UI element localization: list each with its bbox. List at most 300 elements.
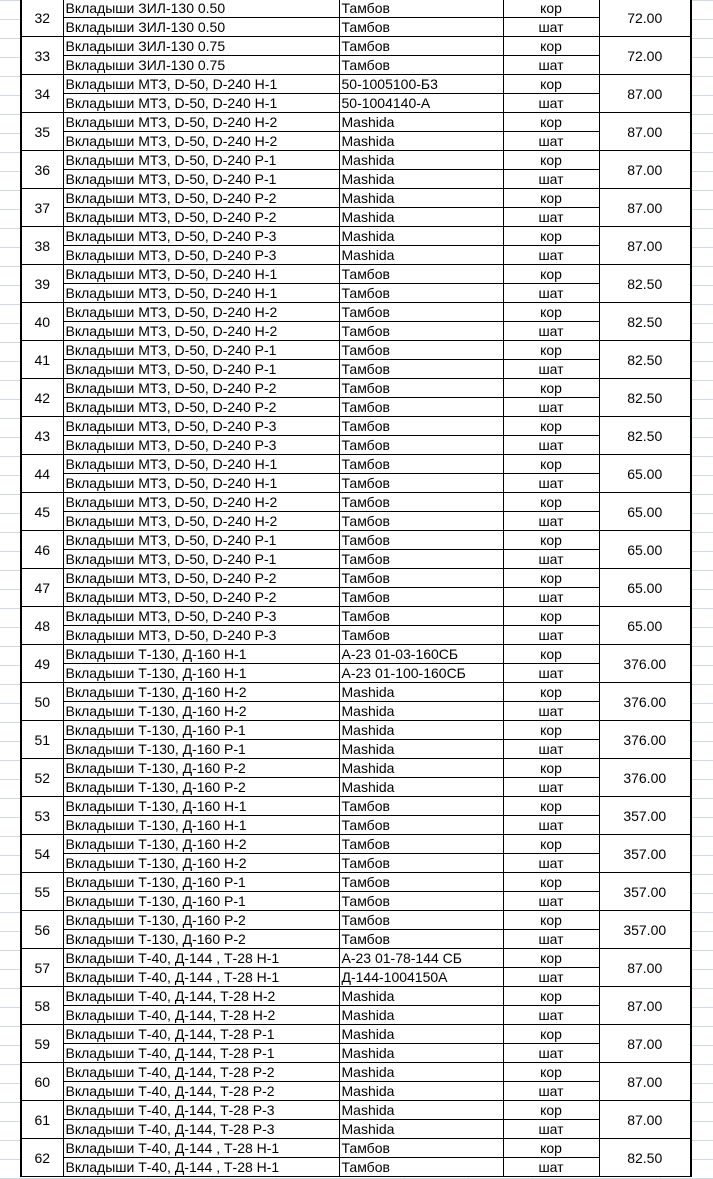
price-cell[interactable]: 65.00 — [599, 607, 691, 645]
manufacturer-cell[interactable]: Тамбов — [339, 265, 503, 284]
bearing-type-cell[interactable]: шат — [503, 702, 599, 721]
table-row — [21, 797, 691, 816]
manufacturer-cell[interactable]: Тамбов — [339, 626, 503, 645]
price-cell[interactable]: 72.00 — [599, 0, 691, 37]
bearing-type-cell[interactable]: шат — [503, 132, 599, 151]
part-name-cell[interactable]: Вкладыши Т-40, Д-144 , Т-28 Н-1 — [63, 1139, 339, 1158]
price-list-table — [20, 0, 692, 1177]
manufacturer-cell[interactable]: А-23 01-100-160СБ — [339, 664, 503, 683]
manufacturer-cell[interactable]: Тамбов — [339, 569, 503, 588]
item-number-cell[interactable]: 60 — [21, 1063, 63, 1101]
bearing-type-cell[interactable]: шат — [503, 664, 599, 683]
part-name-cell[interactable]: Вкладыши Т-40, Д-144, Т-28 Н-2 — [63, 1006, 339, 1025]
manufacturer-cell[interactable]: Тамбов — [339, 531, 503, 550]
bearing-type-cell[interactable]: кор — [503, 531, 599, 550]
manufacturer-cell[interactable]: Mashida — [339, 1044, 503, 1063]
part-name-cell[interactable]: Вкладыши Т-40, Д-144 , Т-28 Н-1 — [63, 968, 339, 987]
item-number-cell[interactable]: 42 — [21, 379, 63, 417]
table-row — [21, 1082, 691, 1101]
manufacturer-cell[interactable]: Тамбов — [339, 816, 503, 835]
part-name-cell[interactable]: Вкладыши Т-40, Д-144, Т-28 Р-2 — [63, 1082, 339, 1101]
bearing-type-cell[interactable]: кор — [503, 911, 599, 930]
bearing-type-cell[interactable]: кор — [503, 683, 599, 702]
bearing-type-cell[interactable]: кор — [503, 835, 599, 854]
part-name-cell[interactable]: Вкладыши Т-130, Д-160 Н-2 — [63, 683, 339, 702]
part-name-cell[interactable]: Вкладыши Т-130, Д-160 Р-1 — [63, 721, 339, 740]
table-row — [21, 607, 691, 626]
item-number-cell[interactable]: 37 — [21, 189, 63, 227]
table-row — [21, 645, 691, 664]
item-number-cell[interactable]: 36 — [21, 151, 63, 189]
table-row — [21, 474, 691, 493]
part-name-cell[interactable]: Вкладыши МТЗ, D-50, D-240 Р-3 — [63, 227, 339, 246]
table-row — [21, 778, 691, 797]
table-row — [21, 873, 691, 892]
part-name-cell[interactable]: Вкладыши ЗИЛ-130 0.50 — [63, 18, 339, 37]
bearing-type-cell[interactable]: кор — [503, 189, 599, 208]
item-number-cell[interactable]: 38 — [21, 227, 63, 265]
manufacturer-cell[interactable]: 50-1004140-А — [339, 94, 503, 113]
manufacturer-cell[interactable]: Тамбов — [339, 18, 503, 37]
part-name-cell[interactable]: Вкладыши Т-130, Д-160 Р-1 — [63, 892, 339, 911]
table-row — [21, 531, 691, 550]
manufacturer-cell[interactable]: Mashida — [339, 1082, 503, 1101]
bearing-type-cell[interactable]: шат — [503, 284, 599, 303]
table-row — [21, 892, 691, 911]
part-name-cell[interactable]: Вкладыши Т-130, Д-160 Р-1 — [63, 740, 339, 759]
bearing-type-cell[interactable]: кор — [503, 987, 599, 1006]
bearing-type-cell[interactable]: кор — [503, 113, 599, 132]
table-row — [21, 493, 691, 512]
bearing-type-cell[interactable]: шат — [503, 56, 599, 75]
manufacturer-cell[interactable]: А-23 01-78-144 СБ — [339, 949, 503, 968]
table-row — [21, 1044, 691, 1063]
bearing-type-cell[interactable]: кор — [503, 949, 599, 968]
part-name-cell[interactable]: Вкладыши Т-40, Д-144, Т-28 Р-1 — [63, 1025, 339, 1044]
part-name-cell[interactable]: Вкладыши Т-40, Д-144, Т-28 Р-2 — [63, 1063, 339, 1082]
bearing-type-cell[interactable]: кор — [503, 1139, 599, 1158]
item-number-cell[interactable]: 48 — [21, 607, 63, 645]
bearing-type-cell[interactable]: шат — [503, 816, 599, 835]
bearing-type-cell[interactable]: кор — [503, 721, 599, 740]
manufacturer-cell[interactable]: А-23 01-03-160СБ — [339, 645, 503, 664]
item-number-cell[interactable]: 46 — [21, 531, 63, 569]
part-name-cell[interactable]: Вкладыши МТЗ, D-50, D-240 Р-1 — [63, 360, 339, 379]
bearing-type-cell[interactable]: кор — [503, 873, 599, 892]
manufacturer-cell[interactable]: Mashida — [339, 1101, 503, 1120]
price-cell[interactable]: 87.00 — [599, 949, 691, 987]
item-number-cell[interactable]: 44 — [21, 455, 63, 493]
manufacturer-cell[interactable]: Тамбов — [339, 37, 503, 56]
bearing-type-cell[interactable]: кор — [503, 759, 599, 778]
bearing-type-cell[interactable]: кор — [503, 227, 599, 246]
part-name-cell[interactable]: Вкладыши МТЗ, D-50, D-240 Н-1 — [63, 474, 339, 493]
part-name-cell[interactable]: Вкладыши МТЗ, D-50, D-240 Р-3 — [63, 436, 339, 455]
table-row — [21, 132, 691, 151]
part-name-cell[interactable]: Вкладыши МТЗ, D-50, D-240 Р-2 — [63, 398, 339, 417]
item-number-cell[interactable]: 57 — [21, 949, 63, 987]
bearing-type-cell[interactable]: шат — [503, 1082, 599, 1101]
part-name-cell[interactable]: Вкладыши Т-130, Д-160 Р-2 — [63, 778, 339, 797]
manufacturer-cell[interactable]: Тамбов — [339, 835, 503, 854]
bearing-type-cell[interactable]: шат — [503, 246, 599, 265]
bearing-type-cell[interactable]: кор — [503, 151, 599, 170]
part-name-cell[interactable]: Вкладыши МТЗ, D-50, D-240 Р-3 — [63, 417, 339, 436]
table-row — [21, 151, 691, 170]
table-row — [21, 265, 691, 284]
table-row — [21, 588, 691, 607]
manufacturer-cell[interactable]: Тамбов — [339, 284, 503, 303]
bearing-type-cell[interactable]: кор — [503, 1063, 599, 1082]
bearing-type-cell[interactable]: шат — [503, 360, 599, 379]
part-name-cell[interactable]: Вкладыши МТЗ, D-50, D-240 Р-1 — [63, 550, 339, 569]
manufacturer-cell[interactable]: Тамбов — [339, 379, 503, 398]
item-number-cell[interactable]: 34 — [21, 75, 63, 113]
part-name-cell[interactable]: Вкладыши ЗИЛ-130 0.75 — [63, 56, 339, 75]
part-name-cell[interactable]: Вкладыши МТЗ, D-50, D-240 Н-1 — [63, 265, 339, 284]
table-row — [21, 911, 691, 930]
bearing-type-cell[interactable]: шат — [503, 740, 599, 759]
part-name-cell[interactable]: Вкладыши Т-130, Д-160 Р-1 — [63, 873, 339, 892]
table-row — [21, 322, 691, 341]
table-row — [21, 721, 691, 740]
manufacturer-cell[interactable]: Тамбов — [339, 455, 503, 474]
manufacturer-cell[interactable]: Тамбов — [339, 854, 503, 873]
part-name-cell[interactable]: Вкладыши МТЗ, D-50, D-240 Н-2 — [63, 303, 339, 322]
manufacturer-cell[interactable]: Тамбов — [339, 1158, 503, 1177]
table-row — [21, 569, 691, 588]
part-name-cell[interactable]: Вкладыши Т-130, Д-160 Н-2 — [63, 702, 339, 721]
manufacturer-cell[interactable]: Mashida — [339, 151, 503, 170]
price-cell[interactable]: 376.00 — [599, 683, 691, 721]
bearing-type-cell[interactable]: шат — [503, 1044, 599, 1063]
table-row — [21, 1006, 691, 1025]
table-row — [21, 626, 691, 645]
price-cell[interactable]: 65.00 — [599, 493, 691, 531]
bearing-type-cell[interactable]: шат — [503, 436, 599, 455]
table-row — [21, 18, 691, 37]
price-cell[interactable]: 65.00 — [599, 531, 691, 569]
price-cell[interactable]: 82.50 — [599, 303, 691, 341]
part-name-cell[interactable]: Вкладыши МТЗ, D-50, D-240 Н-2 — [63, 322, 339, 341]
part-name-cell[interactable]: Вкладыши Т-130, Д-160 Р-2 — [63, 759, 339, 778]
part-name-cell[interactable]: Вкладыши МТЗ, D-50, D-240 Р-2 — [63, 189, 339, 208]
manufacturer-cell[interactable]: Mashida — [339, 740, 503, 759]
price-cell[interactable]: 82.50 — [599, 1139, 691, 1177]
manufacturer-cell[interactable]: Mashida — [339, 683, 503, 702]
part-name-cell[interactable]: Вкладыши МТЗ, D-50, D-240 Р-3 — [63, 626, 339, 645]
manufacturer-cell[interactable]: Тамбов — [339, 322, 503, 341]
price-cell[interactable]: 376.00 — [599, 645, 691, 683]
bearing-type-cell[interactable]: шат — [503, 170, 599, 189]
price-cell[interactable]: 357.00 — [599, 911, 691, 949]
price-cell[interactable]: 376.00 — [599, 721, 691, 759]
table-row — [21, 740, 691, 759]
bearing-type-cell[interactable]: шат — [503, 892, 599, 911]
table-row — [21, 341, 691, 360]
manufacturer-cell[interactable]: Mashida — [339, 113, 503, 132]
item-number-cell[interactable]: 45 — [21, 493, 63, 531]
manufacturer-cell[interactable]: Mashida — [339, 246, 503, 265]
bearing-type-cell[interactable]: кор — [503, 0, 599, 18]
item-number-cell[interactable]: 47 — [21, 569, 63, 607]
bearing-type-cell[interactable]: шат — [503, 968, 599, 987]
item-number-cell[interactable]: 49 — [21, 645, 63, 683]
part-name-cell[interactable]: Вкладыши Т-130, Д-160 Н-2 — [63, 854, 339, 873]
part-name-cell[interactable]: Вкладыши Т-40, Д-144, Т-28 Н-2 — [63, 987, 339, 1006]
manufacturer-cell[interactable]: Mashida — [339, 1025, 503, 1044]
bearing-type-cell[interactable]: кор — [503, 341, 599, 360]
price-cell[interactable]: 87.00 — [599, 987, 691, 1025]
part-name-cell[interactable]: Вкладыши Т-40, Д-144, Т-28 Р-3 — [63, 1101, 339, 1120]
price-cell[interactable]: 72.00 — [599, 37, 691, 75]
item-number-cell[interactable]: 59 — [21, 1025, 63, 1063]
manufacturer-cell[interactable]: Mashida — [339, 702, 503, 721]
manufacturer-cell[interactable]: Тамбов — [339, 550, 503, 569]
part-name-cell[interactable]: Вкладыши МТЗ, D-50, D-240 Р-3 — [63, 607, 339, 626]
table-row — [21, 189, 691, 208]
manufacturer-cell[interactable]: Mashida — [339, 987, 503, 1006]
manufacturer-cell[interactable]: Тамбов — [339, 930, 503, 949]
bearing-type-cell[interactable]: кор — [503, 379, 599, 398]
part-name-cell[interactable]: Вкладыши МТЗ, D-50, D-240 Н-1 — [63, 455, 339, 474]
table-row — [21, 417, 691, 436]
part-name-cell[interactable]: Вкладыши МТЗ, D-50, D-240 Р-1 — [63, 341, 339, 360]
part-name-cell[interactable]: Вкладыши МТЗ, D-50, D-240 Н-2 — [63, 113, 339, 132]
item-number-cell[interactable]: 33 — [21, 37, 63, 75]
manufacturer-cell[interactable]: Тамбов — [339, 1139, 503, 1158]
item-number-cell[interactable]: 52 — [21, 759, 63, 797]
item-number-cell[interactable]: 55 — [21, 873, 63, 911]
bearing-type-cell[interactable]: шат — [503, 18, 599, 37]
table-row — [21, 455, 691, 474]
bearing-type-cell[interactable]: кор — [503, 1101, 599, 1120]
price-cell[interactable]: 65.00 — [599, 455, 691, 493]
part-name-cell[interactable]: Вкладыши МТЗ, D-50, D-240 Н-2 — [63, 512, 339, 531]
part-name-cell[interactable]: Вкладыши МТЗ, D-50, D-240 Р-3 — [63, 246, 339, 265]
part-name-cell[interactable]: Вкладыши Т-130, Д-160 Н-1 — [63, 797, 339, 816]
table-row — [21, 550, 691, 569]
price-cell[interactable]: 376.00 — [599, 759, 691, 797]
manufacturer-cell[interactable]: Тамбов — [339, 341, 503, 360]
bearing-type-cell[interactable]: шат — [503, 1120, 599, 1139]
manufacturer-cell[interactable]: Тамбов — [339, 892, 503, 911]
manufacturer-cell[interactable]: Тамбов — [339, 398, 503, 417]
price-cell[interactable]: 87.00 — [599, 113, 691, 151]
manufacturer-cell[interactable]: Mashida — [339, 721, 503, 740]
manufacturer-cell[interactable]: Тамбов — [339, 911, 503, 930]
table-row — [21, 987, 691, 1006]
bearing-type-cell[interactable]: шат — [503, 94, 599, 113]
price-cell[interactable]: 357.00 — [599, 873, 691, 911]
table-row — [21, 816, 691, 835]
table-row — [21, 759, 691, 778]
part-name-cell[interactable]: Вкладыши Т-130, Д-160 Р-2 — [63, 930, 339, 949]
bearing-type-cell[interactable]: шат — [503, 208, 599, 227]
table-row — [21, 379, 691, 398]
manufacturer-cell[interactable]: Тамбов — [339, 0, 503, 18]
price-cell[interactable]: 357.00 — [599, 835, 691, 873]
table-row — [21, 949, 691, 968]
bearing-type-cell[interactable]: шат — [503, 398, 599, 417]
manufacturer-cell[interactable]: Д-144-1004150А — [339, 968, 503, 987]
price-cell[interactable]: 87.00 — [599, 1063, 691, 1101]
item-number-cell[interactable]: 32 — [21, 0, 63, 37]
bearing-type-cell[interactable]: кор — [503, 1025, 599, 1044]
bearing-type-cell[interactable]: кор — [503, 75, 599, 94]
manufacturer-cell[interactable]: Mashida — [339, 208, 503, 227]
item-number-cell[interactable]: 54 — [21, 835, 63, 873]
bearing-type-cell[interactable]: кор — [503, 265, 599, 284]
bearing-type-cell[interactable]: шат — [503, 930, 599, 949]
part-name-cell[interactable]: Вкладыши Т-40, Д-144 , Т-28 Н-1 — [63, 949, 339, 968]
manufacturer-cell[interactable]: Mashida — [339, 132, 503, 151]
price-cell[interactable]: 87.00 — [599, 227, 691, 265]
bearing-type-cell[interactable]: шат — [503, 1006, 599, 1025]
item-number-cell[interactable]: 43 — [21, 417, 63, 455]
table-row — [21, 303, 691, 322]
manufacturer-cell[interactable]: Тамбов — [339, 588, 503, 607]
manufacturer-cell[interactable]: Mashida — [339, 1006, 503, 1025]
manufacturer-cell[interactable]: Тамбов — [339, 474, 503, 493]
price-cell[interactable]: 82.50 — [599, 379, 691, 417]
bearing-type-cell[interactable]: кор — [503, 569, 599, 588]
table-row — [21, 1025, 691, 1044]
part-name-cell[interactable]: Вкладыши МТЗ, D-50, D-240 Н-2 — [63, 493, 339, 512]
part-name-cell[interactable]: Вкладыши МТЗ, D-50, D-240 Н-1 — [63, 75, 339, 94]
bearing-type-cell[interactable]: кор — [503, 797, 599, 816]
item-number-cell[interactable]: 40 — [21, 303, 63, 341]
manufacturer-cell[interactable]: Тамбов — [339, 303, 503, 322]
price-cell[interactable]: 87.00 — [599, 1101, 691, 1139]
part-name-cell[interactable]: Вкладыши МТЗ, D-50, D-240 Р-2 — [63, 379, 339, 398]
manufacturer-cell[interactable]: Mashida — [339, 1120, 503, 1139]
table-row — [21, 284, 691, 303]
manufacturer-cell[interactable]: Тамбов — [339, 873, 503, 892]
table-row — [21, 37, 691, 56]
manufacturer-cell[interactable]: Mashida — [339, 170, 503, 189]
price-cell[interactable]: 87.00 — [599, 75, 691, 113]
part-name-cell[interactable]: Вкладыши МТЗ, D-50, D-240 Р-1 — [63, 531, 339, 550]
table-row — [21, 113, 691, 132]
table-row — [21, 360, 691, 379]
table-row — [21, 835, 691, 854]
manufacturer-cell[interactable]: Тамбов — [339, 360, 503, 379]
part-name-cell[interactable]: Вкладыши Т-130, Д-160 Н-1 — [63, 664, 339, 683]
bearing-type-cell[interactable]: шат — [503, 550, 599, 569]
bearing-type-cell[interactable]: шат — [503, 322, 599, 341]
price-cell[interactable]: 82.50 — [599, 265, 691, 303]
bearing-type-cell[interactable]: кор — [503, 455, 599, 474]
table-row — [21, 170, 691, 189]
table-row — [21, 398, 691, 417]
part-name-cell[interactable]: Вкладыши Т-40, Д-144, Т-28 Р-1 — [63, 1044, 339, 1063]
manufacturer-cell[interactable]: Тамбов — [339, 417, 503, 436]
bearing-type-cell[interactable]: кор — [503, 303, 599, 322]
part-name-cell[interactable]: Вкладыши Т-130, Д-160 Н-1 — [63, 816, 339, 835]
item-number-cell[interactable]: 41 — [21, 341, 63, 379]
item-number-cell[interactable]: 61 — [21, 1101, 63, 1139]
manufacturer-cell[interactable]: 50-1005100-Б3 — [339, 75, 503, 94]
part-name-cell[interactable]: Вкладыши МТЗ, D-50, D-240 Р-1 — [63, 151, 339, 170]
item-number-cell[interactable]: 53 — [21, 797, 63, 835]
bearing-type-cell[interactable]: шат — [503, 512, 599, 531]
bearing-type-cell[interactable]: шат — [503, 1158, 599, 1177]
bearing-type-cell[interactable]: кор — [503, 37, 599, 56]
manufacturer-cell[interactable]: Тамбов — [339, 436, 503, 455]
bearing-type-cell[interactable]: кор — [503, 493, 599, 512]
part-name-cell[interactable]: Вкладыши ЗИЛ-130 0.50 — [63, 0, 339, 18]
price-cell[interactable]: 82.50 — [599, 341, 691, 379]
part-name-cell[interactable]: Вкладыши МТЗ, D-50, D-240 Р-2 — [63, 569, 339, 588]
part-name-cell[interactable]: Вкладыши МТЗ, D-50, D-240 Р-2 — [63, 588, 339, 607]
bearing-type-cell[interactable]: кор — [503, 645, 599, 664]
price-cell[interactable]: 87.00 — [599, 151, 691, 189]
part-name-cell[interactable]: Вкладыши МТЗ, D-50, D-240 Н-2 — [63, 132, 339, 151]
manufacturer-cell[interactable]: Тамбов — [339, 512, 503, 531]
price-cell[interactable]: 357.00 — [599, 797, 691, 835]
table-row — [21, 1139, 691, 1158]
part-name-cell[interactable]: Вкладыши Т-40, Д-144 , Т-28 Н-1 — [63, 1158, 339, 1177]
manufacturer-cell[interactable]: Тамбов — [339, 607, 503, 626]
table-row — [21, 75, 691, 94]
part-name-cell[interactable]: Вкладыши МТЗ, D-50, D-240 Н-1 — [63, 284, 339, 303]
item-number-cell[interactable]: 58 — [21, 987, 63, 1025]
price-cell[interactable]: 87.00 — [599, 189, 691, 227]
bearing-type-cell[interactable]: кор — [503, 607, 599, 626]
table-row — [21, 246, 691, 265]
price-cell[interactable]: 65.00 — [599, 569, 691, 607]
manufacturer-cell[interactable]: Mashida — [339, 1063, 503, 1082]
price-cell[interactable]: 82.50 — [599, 417, 691, 455]
part-name-cell[interactable]: Вкладыши МТЗ, D-50, D-240 Н-1 — [63, 94, 339, 113]
part-name-cell[interactable]: Вкладыши МТЗ, D-50, D-240 Р-1 — [63, 170, 339, 189]
part-name-cell[interactable]: Вкладыши Т-130, Д-160 Н-1 — [63, 645, 339, 664]
part-name-cell[interactable]: Вкладыши Т-130, Д-160 Р-2 — [63, 911, 339, 930]
price-cell[interactable]: 87.00 — [599, 1025, 691, 1063]
bearing-type-cell[interactable]: шат — [503, 854, 599, 873]
part-name-cell[interactable]: Вкладыши МТЗ, D-50, D-240 Р-2 — [63, 208, 339, 227]
item-number-cell[interactable]: 51 — [21, 721, 63, 759]
part-name-cell[interactable]: Вкладыши ЗИЛ-130 0.75 — [63, 37, 339, 56]
table-row — [21, 664, 691, 683]
manufacturer-cell[interactable]: Тамбов — [339, 493, 503, 512]
table-row — [21, 702, 691, 721]
manufacturer-cell[interactable]: Mashida — [339, 227, 503, 246]
table-row — [21, 436, 691, 455]
part-name-cell[interactable]: Вкладыши Т-130, Д-160 Н-2 — [63, 835, 339, 854]
bearing-type-cell[interactable]: шат — [503, 588, 599, 607]
item-number-cell[interactable]: 56 — [21, 911, 63, 949]
manufacturer-cell[interactable]: Mashida — [339, 778, 503, 797]
manufacturer-cell[interactable]: Тамбов — [339, 797, 503, 816]
part-name-cell[interactable]: Вкладыши Т-40, Д-144, Т-28 Р-3 — [63, 1120, 339, 1139]
manufacturer-cell[interactable]: Mashida — [339, 189, 503, 208]
item-number-cell[interactable]: 35 — [21, 113, 63, 151]
item-number-cell[interactable]: 62 — [21, 1139, 63, 1177]
table-row — [21, 930, 691, 949]
bearing-type-cell[interactable]: шат — [503, 474, 599, 493]
manufacturer-cell[interactable]: Mashida — [339, 759, 503, 778]
table-row — [21, 512, 691, 531]
item-number-cell[interactable]: 50 — [21, 683, 63, 721]
bearing-type-cell[interactable]: шат — [503, 626, 599, 645]
item-number-cell[interactable]: 39 — [21, 265, 63, 303]
table-row — [21, 968, 691, 987]
bearing-type-cell[interactable]: кор — [503, 417, 599, 436]
bearing-type-cell[interactable]: шат — [503, 778, 599, 797]
manufacturer-cell[interactable]: Тамбов — [339, 56, 503, 75]
